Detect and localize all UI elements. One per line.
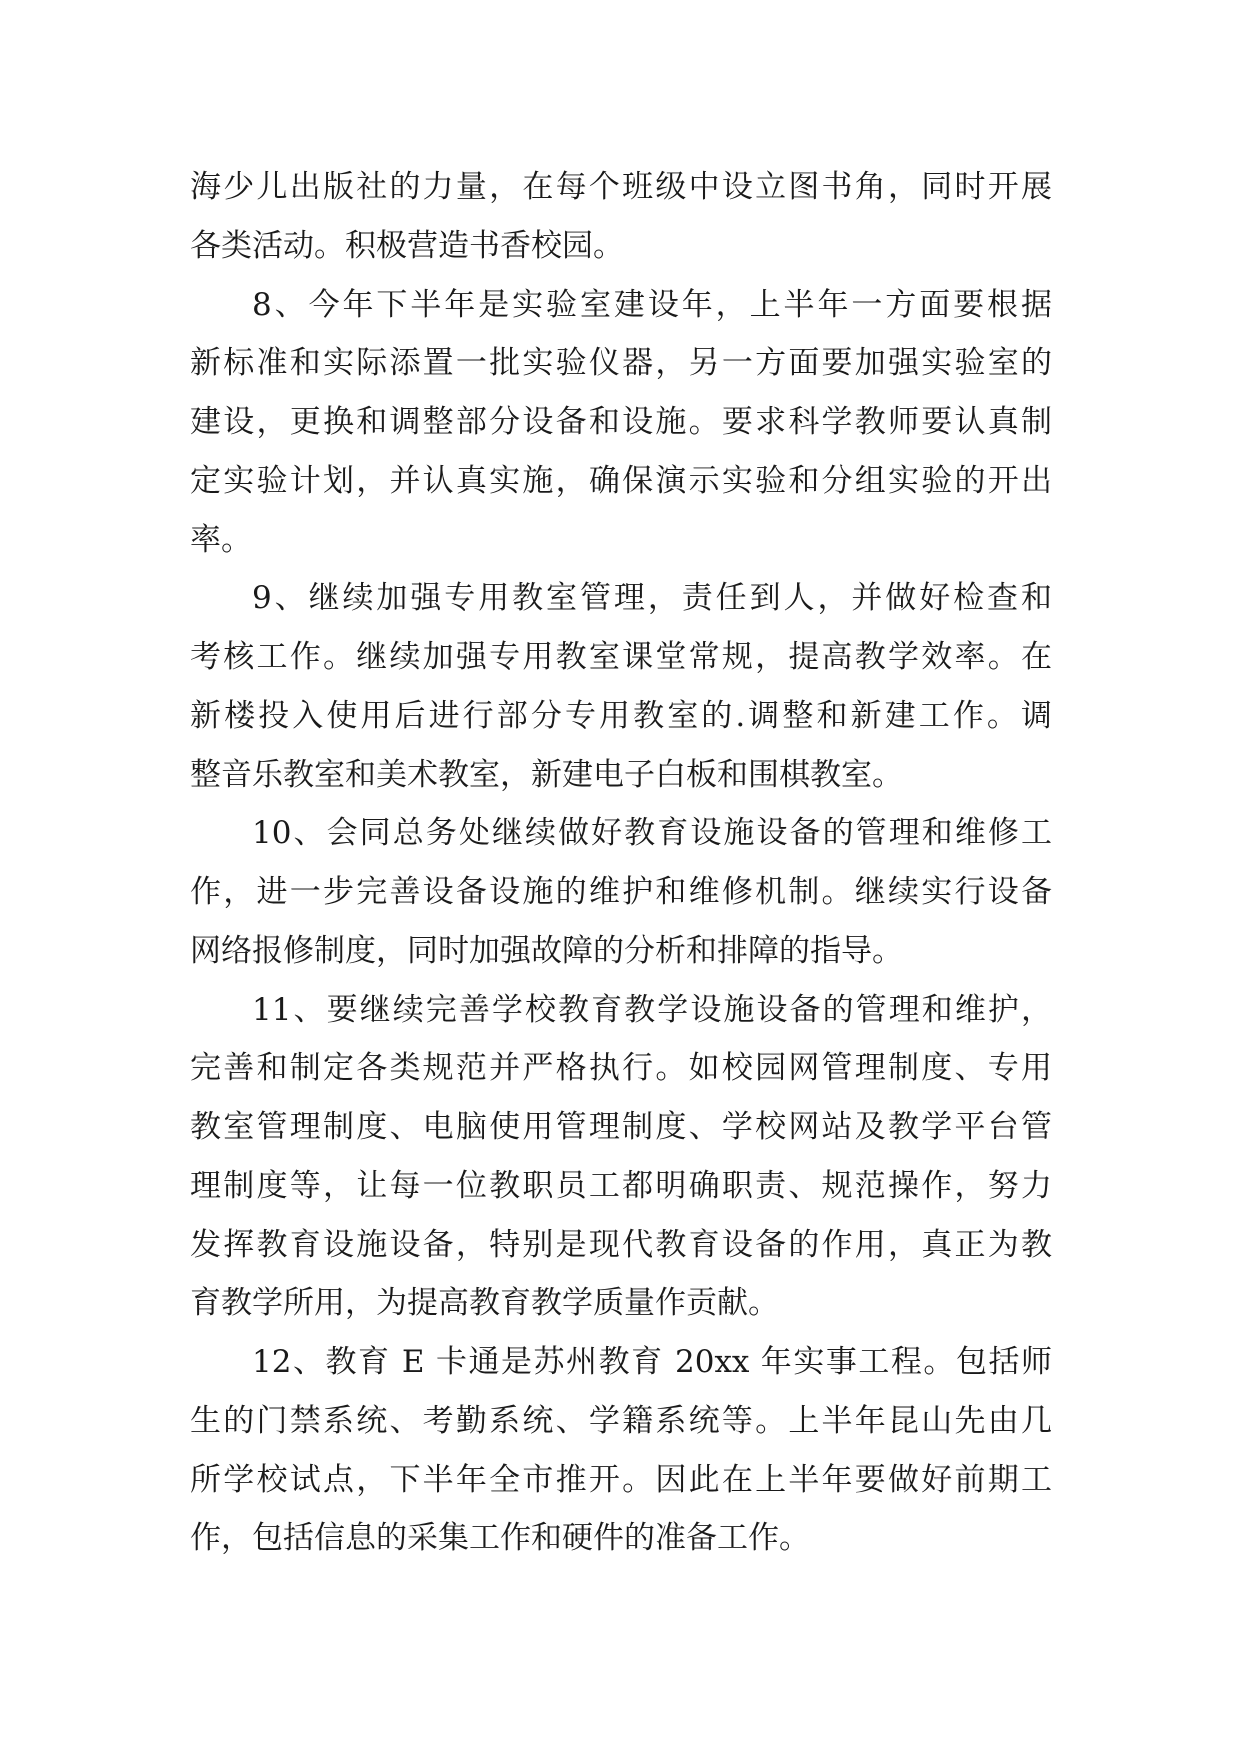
text-line-content: 完善和制定各类规范并严格执行。如校园网管理制度、专用 [190, 1050, 1052, 1087]
text-line-content: 网络报修制度，同时加强故障的分析和排障的指导。 [190, 932, 903, 969]
text-line [190, 1157, 1052, 1216]
text-line-content: 教室管理制度、电脑使用管理制度、学校网站及教学平台管 [190, 1109, 1052, 1145]
text-line [190, 393, 1052, 452]
text-line-content: 10、会同总务处继续做好教育设施设备的管理和维修工 [252, 815, 1052, 852]
text-line-content: 新楼投入使用后进行部分专用教室的.调整和新建工作。调 [190, 697, 1052, 734]
text-line [190, 687, 1052, 746]
paragraph-start-line [190, 276, 1052, 335]
text-line [190, 1392, 1052, 1451]
text-line [190, 452, 1052, 511]
text-line-content: 作，进一步完善设备设施的维护和维修机制。继续实行设备 [190, 874, 1052, 910]
text-line [190, 158, 1052, 217]
text-line-content: 建设，更换和调整部分设备和设施。要求科学教师要认真制 [190, 404, 1052, 440]
text-line-content: 作，包括信息的采集工作和硬件的准备工作。 [190, 1520, 810, 1557]
text-line-content: 理制度等，让每一位教职员工都明确职责、规范操作，努力 [190, 1167, 1052, 1204]
text-line-content: 育教学所用，为提高教育教学质量作贡献。 [190, 1285, 779, 1322]
text-line [190, 217, 1052, 276]
text-line-content: 新标准和实际添置一批实验仪器，另一方面要加强实验室的 [190, 345, 1052, 382]
text-line [190, 1039, 1052, 1098]
paragraph-start-line [190, 804, 1052, 863]
paragraph-start-line [190, 569, 1052, 628]
text-line-content: 12、教育 E 卡通是苏州教育 20xx 年实事工程。包括师 [252, 1344, 1052, 1380]
text-line [190, 511, 1052, 570]
text-line [190, 628, 1052, 687]
text-line [190, 922, 1052, 981]
text-line-content: 所学校试点，下半年全市推开。因此在上半年要做好前期工 [190, 1461, 1052, 1498]
text-line-content: 各类活动。积极营造书香校园。 [190, 227, 624, 264]
text-line [190, 746, 1052, 805]
paragraph-start-line [190, 1333, 1052, 1392]
text-line-content: 率。 [190, 521, 252, 558]
text-line [190, 1509, 1052, 1568]
text-line-content: 考核工作。继续加强专用教室课堂常规，提高教学效率。在 [190, 639, 1052, 675]
text-line [190, 1216, 1052, 1275]
text-line [190, 1098, 1052, 1157]
text-line-content: 海少儿出版社的力量，在每个班级中设立图书角，同时开展 [190, 169, 1052, 205]
text-line [190, 1274, 1052, 1333]
text-line [190, 863, 1052, 922]
text-line-content: 整音乐教室和美术教室，新建电子白板和围棋教室。 [190, 756, 903, 793]
text-line-content: 9、继续加强专用教室管理，责任到人，并做好检查和 [252, 580, 1052, 617]
text-line-content: 生的门禁系统、考勤系统、学籍系统等。上半年昆山先由几 [190, 1402, 1052, 1439]
paragraph-start-line [190, 981, 1052, 1040]
text-line [190, 334, 1052, 393]
text-line-content: 定实验计划，并认真实施，确保演示实验和分组实验的开出 [190, 462, 1052, 499]
text-line-content: 11、要继续完善学校教育教学设施设备的管理和维护， [252, 991, 1052, 1028]
text-line [190, 1451, 1052, 1510]
document-body [190, 158, 1052, 1568]
text-line-content: 发挥教育设施设备，特别是现代教育设备的作用，真正为教 [190, 1226, 1052, 1263]
text-line-content: 8、今年下半年是实验室建设年，上半年一方面要根据 [252, 286, 1052, 323]
